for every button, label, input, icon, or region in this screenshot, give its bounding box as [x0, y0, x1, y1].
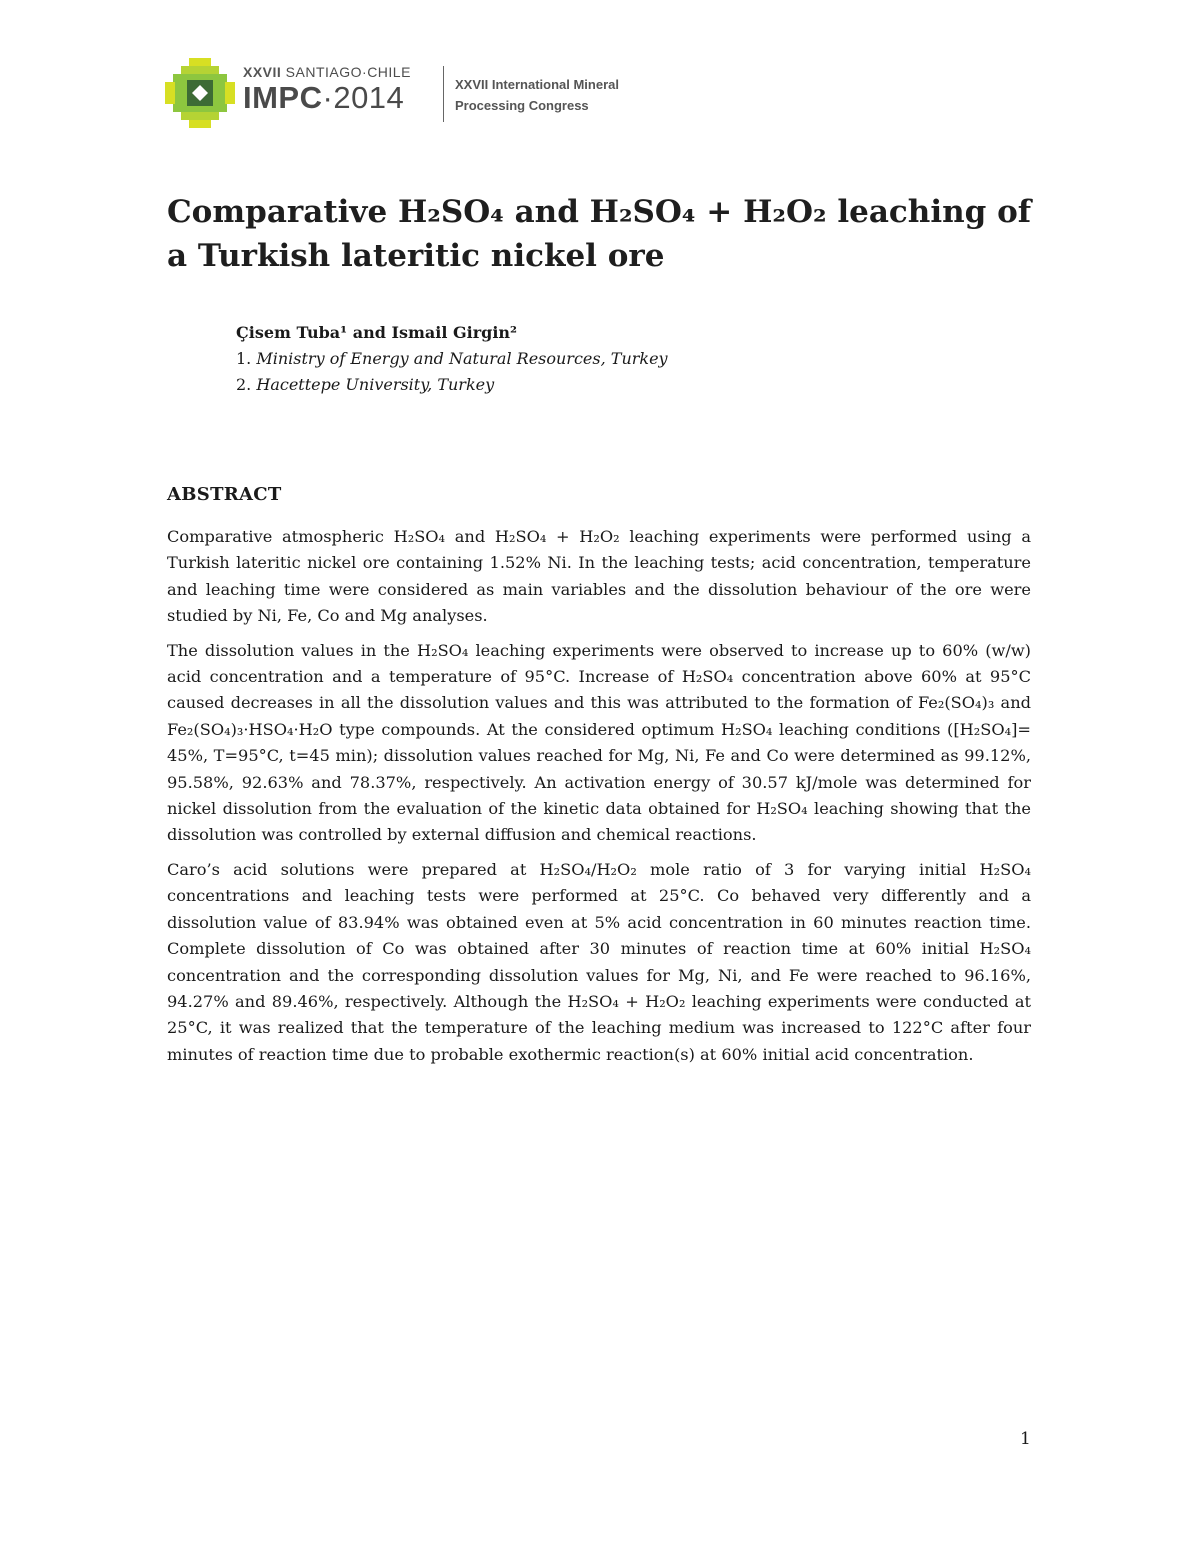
impc-logo-icon: [165, 58, 235, 128]
abstract-paragraph-2: The dissolution values in the H₂SO₄ leaching experiments were observed to increase up to 60% (w/w) acid concentration and a temperature of 95°C. Increase of H₂SO₄ concentration above 60% at 95°C caused decreases in all the dissolution values and this was attributed to the formation of Fe₂(SO₄)₃ and Fe₂(SO₄)₃·HSO₄·H₂O type compounds. At the considered optimum H₂SO₄ leaching conditions ([H₂SO₄]= 45%, T=95°C, t=45 min); dissolution values reached for Mg, Ni, Fe and Co were determined as 99.12%, 95.58%, 92.63% and 78.37%, respectively. An activation energy of 30.57 kJ/mole was determined for nickel dissolution from the evaluation of the kinetic data obtained for H₂SO₄ leaching showing that the dissolution was controlled by external diffusion and chemical reactions.: [167, 640, 1031, 845]
logo-wordmark: [243, 64, 433, 124]
logo-subtitle: XXVII SANTIAGO·CHILE: [243, 64, 411, 80]
congress-name-line1: XXVII International Mineral: [455, 77, 619, 92]
paper-title: Comparative H₂SO₄ and H₂SO₄ + H₂O₂ leaching of a Turkish lateritic nickel ore: [167, 194, 1032, 274]
author-list: Çisem Tuba¹ and Ismail Girgin²: [236, 323, 518, 342]
page-number: 1: [1020, 1429, 1031, 1449]
authors-block: [236, 320, 936, 398]
congress-name-line2: Processing Congress: [455, 98, 589, 113]
abstract-paragraph-3: Caro’s acid solutions were prepared at H₂SO₄/H₂O₂ mole ratio of 3 for varying initial H₂SO₄ concentrations and leaching tests were performed at 25°C. Co behaved very differently and a dissolution value of 83.94% was obtained even at 5% acid concentration in 60 minutes reaction time. Complete dissolution of Co was obtained after 30 minutes of reaction time at 60% initial H₂SO₄ concentration and the corresponding dissolution values for Mg, Ni, and Fe were reached to 96.16%, 94.27% and 89.46%, respectively. Although the H₂SO₄ + H₂O₂ leaching experiments were conducted at 25°C, it was realized that the temperature of the leaching medium was increased to 122°C after four minutes of reaction time due to probable exothermic reaction(s) at 60% initial acid concentration.: [167, 859, 1031, 1064]
conference-header: [165, 58, 645, 130]
abstract-heading: ABSTRACT: [167, 484, 282, 505]
abstract-body: [167, 524, 1031, 1076]
logo-divider: [443, 66, 444, 122]
logo-title: IMPC·2014: [243, 80, 405, 115]
congress-name: [455, 74, 645, 116]
affiliation-2: 2. Hacettepe University, Turkey: [236, 375, 495, 394]
affiliation-1: 1. Ministry of Energy and Natural Resources, Turkey: [236, 349, 668, 368]
abstract-paragraph-1: Comparative atmospheric H₂SO₄ and H₂SO₄ + H₂O₂ leaching experiments were performed using a Turkish lateritic nickel ore containing 1.52% Ni. In the leaching tests; acid concentration, temperature and leaching time were considered as main variables and the dissolution behaviour of the ore were studied by Ni, Fe, Co and Mg analyses.: [167, 527, 1031, 626]
